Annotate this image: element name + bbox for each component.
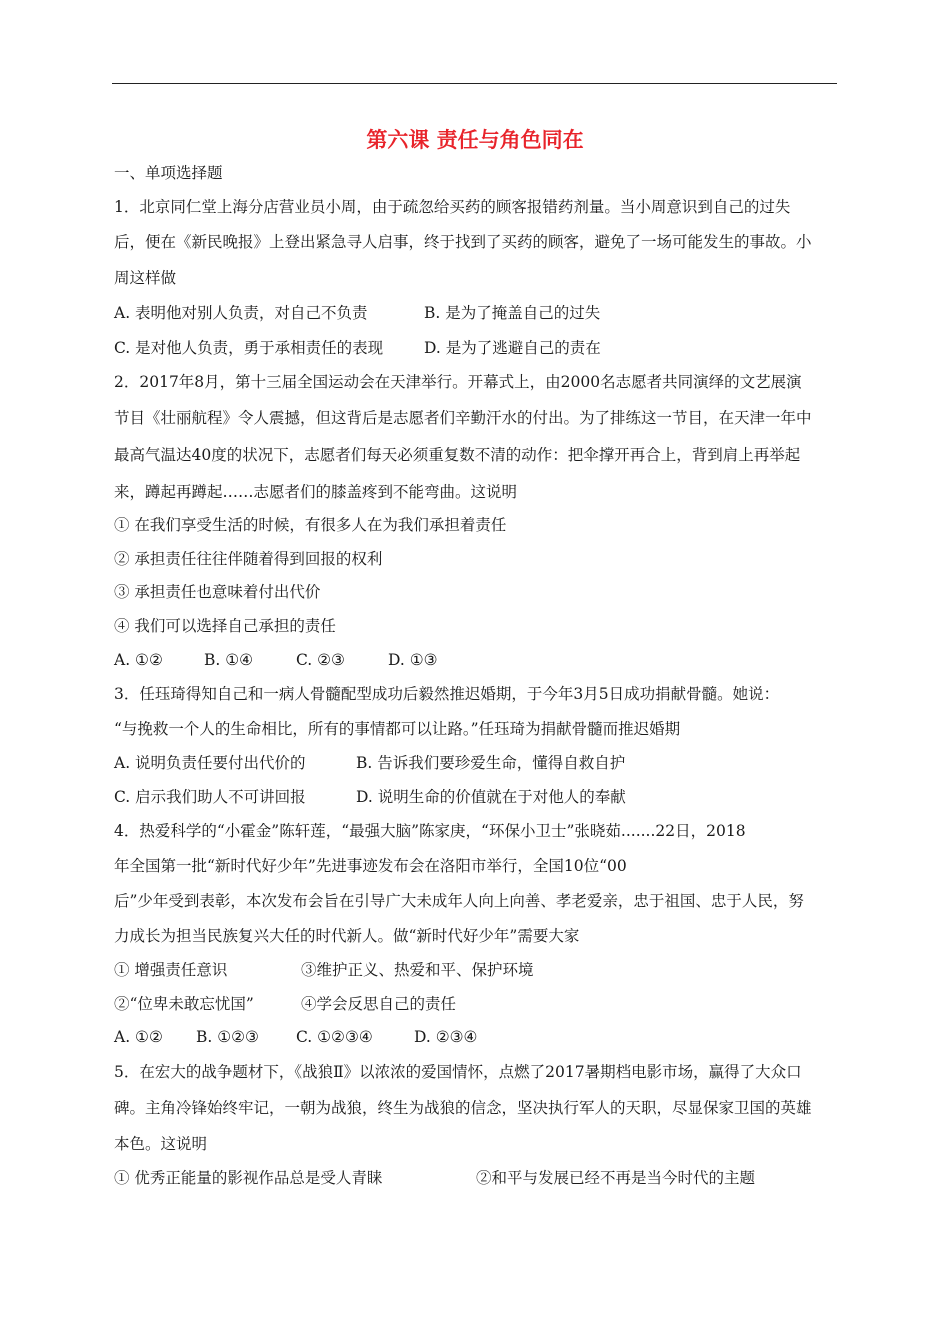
q2-statement-1: ① 在我们享受生活的时候，有很多人在为我们承担着责任 [114,516,507,534]
q4-line-4: 力成长为担当民族复兴大任的时代新人。做“新时代好少年”需要大家 [114,927,580,945]
header-rule [112,83,837,84]
q1-option-d: D. 是为了逃避自己的责在 [424,339,601,357]
q2-option-b: B. ①④ [204,651,254,669]
q4-statement-1: ① 增强责任意识 [114,961,228,979]
q1-option-b: B. 是为了掩盖自己的过失 [424,304,601,322]
q5-line-1: 5．在宏大的战争题材下，《战狼Ⅱ》以浓浓的爱国情怀，点燃了2017暑期档电影市场，赢得了大众口 [114,1063,802,1081]
q4-statement-2: ②“位卑未敢忘忧国” [114,995,254,1013]
q2-line-3: 最高气温达40度的状况下，志愿者们每天必须重复数不清的动作：把伞撑开再合上，背到肩上再举起 [114,446,801,464]
q4-option-c: C. ①②③④ [296,1028,373,1046]
q2-line-2: 节目《壮丽航程》令人震撼，但这背后是志愿者们辛勤汗水的付出。为了排练这一节目，在天津一年中 [114,409,812,427]
q3-line-1: 3．任珏琦得知自己和一病人骨髓配型成功后毅然推迟婚期，于今年3月5日成功捐献骨髓。她说： [114,685,780,703]
q3-option-b: B. 告诉我们要珍爱生命，懂得自救自护 [356,754,626,772]
q2-statement-3: ③ 承担责任也意味着付出代价 [114,583,321,601]
q3-option-c: C. 启示我们助人不可讲回报 [114,788,306,806]
q2-line-4: 来，蹲起再蹲起……志愿者们的膝盖疼到不能弯曲。这说明 [114,483,518,501]
section-heading: 一、单项选择题 [114,164,223,182]
q4-option-d: D. ②③④ [414,1028,478,1046]
q2-line-1: 2．2017年8月，第十三届全国运动会在天津举行。开幕式上，由2000名志愿者共同演绎的文艺展演 [114,373,802,391]
q4-line-2: 年全国第一批“新时代好少年”先进事迹发布会在洛阳市举行，全国10位“00 [114,857,627,875]
q1-option-c: C. 是对他人负责，勇于承相责任的表现 [114,339,384,357]
q5-statement-2: ②和平与发展已经不再是当今时代的主题 [476,1169,756,1187]
q4-option-b: B. ①②③ [196,1028,259,1046]
q4-line-1: 4．热爱科学的“小霍金”陈轩莲，“最强大脑”陈家庚，“环保小卫士”张晓茹.......22日，2018 [114,822,746,840]
q3-line-2: “与挽救一个人的生命相比，所有的事情都可以让路。”任珏琦为捐献骨髓而推迟婚期 [114,720,681,738]
q4-line-3: 后”少年受到表彰，本次发布会旨在引导广大未成年人向上向善、孝老爱亲，忠于祖国、忠于人民，努 [114,892,804,910]
q5-line-3: 本色。这说明 [114,1135,208,1153]
q5-statement-1: ① 优秀正能量的影视作品总是受人青睐 [114,1169,383,1187]
q2-option-a: A. ①② [114,651,163,669]
q4-statement-4: ④学会反思自己的责任 [301,995,457,1013]
q5-line-2: 碑。主角冷锋始终牢记，一朝为战狼，终生为战狼的信念，坚决执行军人的天职，尽显保家卫国的英雄 [114,1099,812,1117]
page-title: 第六课 责任与角色同在 [366,128,584,152]
q2-option-d: D. ①③ [388,651,438,669]
q1-line-2: 后，便在《新民晚报》上登出紧急寻人启事，终于找到了买药的顾客，避免了一场可能发生的事故。小 [114,233,812,251]
q2-option-c: C. ②③ [296,651,345,669]
q2-statement-2: ② 承担责任往往伴随着得到回报的权利 [114,550,383,568]
q3-option-d: D. 说明生命的价值就在于对他人的奉献 [356,788,626,806]
q3-option-a: A. 说明负责任要付出代价的 [114,754,306,772]
q1-line-1: 1．北京同仁堂上海分店营业员小周，由于疏忽给买药的顾客报错药剂量。当小周意识到自己的过失 [114,198,791,216]
q4-option-a: A. ①② [114,1028,163,1046]
q1-line-3: 周这样做 [114,269,177,287]
q2-statement-4: ④ 我们可以选择自己承担的责任 [114,617,336,635]
q1-option-a: A. 表明他对别人负责，对自己不负责 [114,304,368,322]
q4-statement-3: ③维护正义、热爱和平、保护环境 [301,961,534,979]
